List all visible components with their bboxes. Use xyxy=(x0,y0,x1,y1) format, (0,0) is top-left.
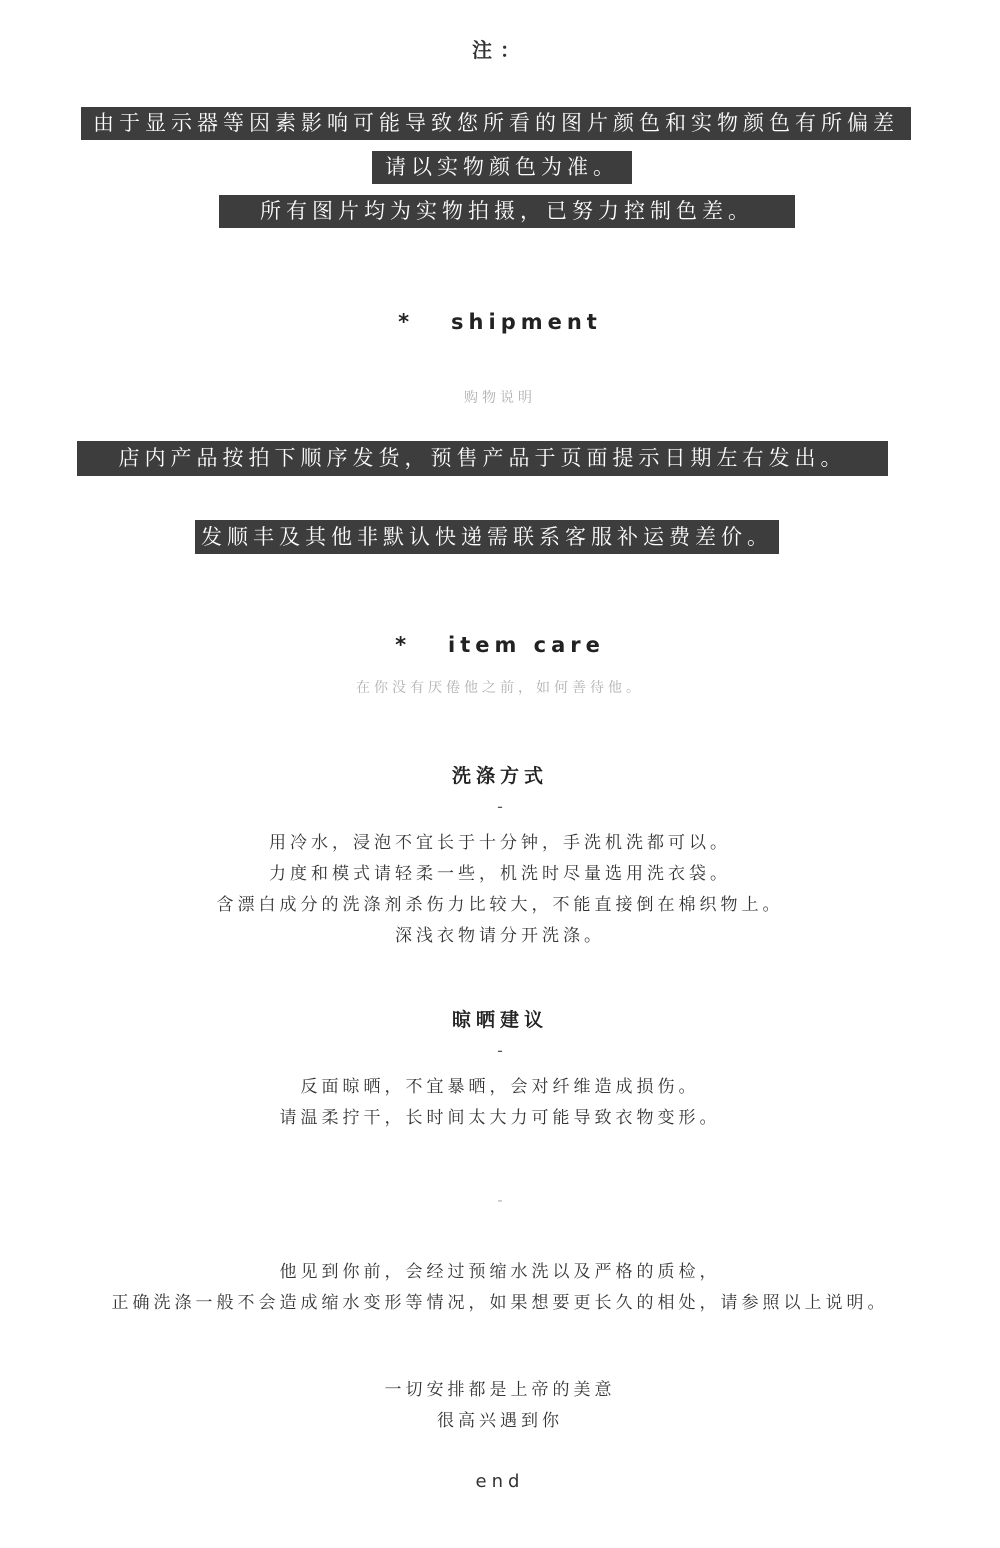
notice-bar-actual-color: 请以实物颜色为准。 xyxy=(372,151,632,184)
shipment-bar-express: 发顺丰及其他非默认快递需联系客服补运费差价。 xyxy=(195,520,779,554)
closing-divider: - xyxy=(497,1193,503,1209)
shipment-bar-order: 店内产品按拍下顺序发货，预售产品于页面提示日期左右发出。 xyxy=(77,441,888,476)
drying-line: 反面晾晒，不宜暴晒，会对纤维造成损伤。 xyxy=(300,1077,700,1097)
drying-instructions xyxy=(0,1072,1000,1134)
closing-line: 正确洗涤一般不会造成缩水变形等情况，如果想要更长久的相处，请参照以上说明。 xyxy=(111,1293,889,1313)
closing-line: 他见到你前，会经过预缩水洗以及严格的质检， xyxy=(279,1262,721,1282)
blessing xyxy=(0,1375,1000,1437)
blessing-line: 很高兴遇到你 xyxy=(437,1411,563,1431)
blessing-line: 一切安排都是上帝的美意 xyxy=(384,1380,616,1400)
shipment-subtitle: 购物说明 xyxy=(464,390,536,406)
washing-title: 洗涤方式 xyxy=(451,765,548,787)
drying-title: 晾晒建议 xyxy=(451,1009,548,1031)
washing-divider: - xyxy=(497,797,503,816)
washing-line: 深浅衣物请分开洗涤。 xyxy=(395,926,605,946)
notice-bar-color-deviation: 由于显示器等因素影响可能导致您所看的图片颜色和实物颜色有所偏差 xyxy=(81,107,911,140)
item-care-subtitle: 在你没有厌倦他之前，如何善待他。 xyxy=(356,680,644,696)
notice-bar-photo-taken: 所有图片均为实物拍摄，已努力控制色差。 xyxy=(219,195,795,228)
shipment-heading: * shipment xyxy=(398,310,602,334)
closing-paragraph xyxy=(0,1257,1000,1319)
washing-line: 用冷水，浸泡不宜长于十分钟，手洗机洗都可以。 xyxy=(269,833,731,853)
washing-line: 含漂白成分的洗涤剂杀伤力比较大，不能直接倒在棉织物上。 xyxy=(216,895,784,915)
washing-line: 力度和模式请轻柔一些，机洗时尽量选用洗衣袋。 xyxy=(269,864,731,884)
drying-line: 请温柔拧干，长时间太大力可能导致衣物变形。 xyxy=(279,1108,721,1128)
end-text: end xyxy=(475,1471,525,1492)
washing-instructions xyxy=(0,828,1000,952)
drying-divider: - xyxy=(497,1041,503,1060)
item-care-heading: * item care xyxy=(395,633,605,657)
note-title: 注： xyxy=(472,38,528,62)
